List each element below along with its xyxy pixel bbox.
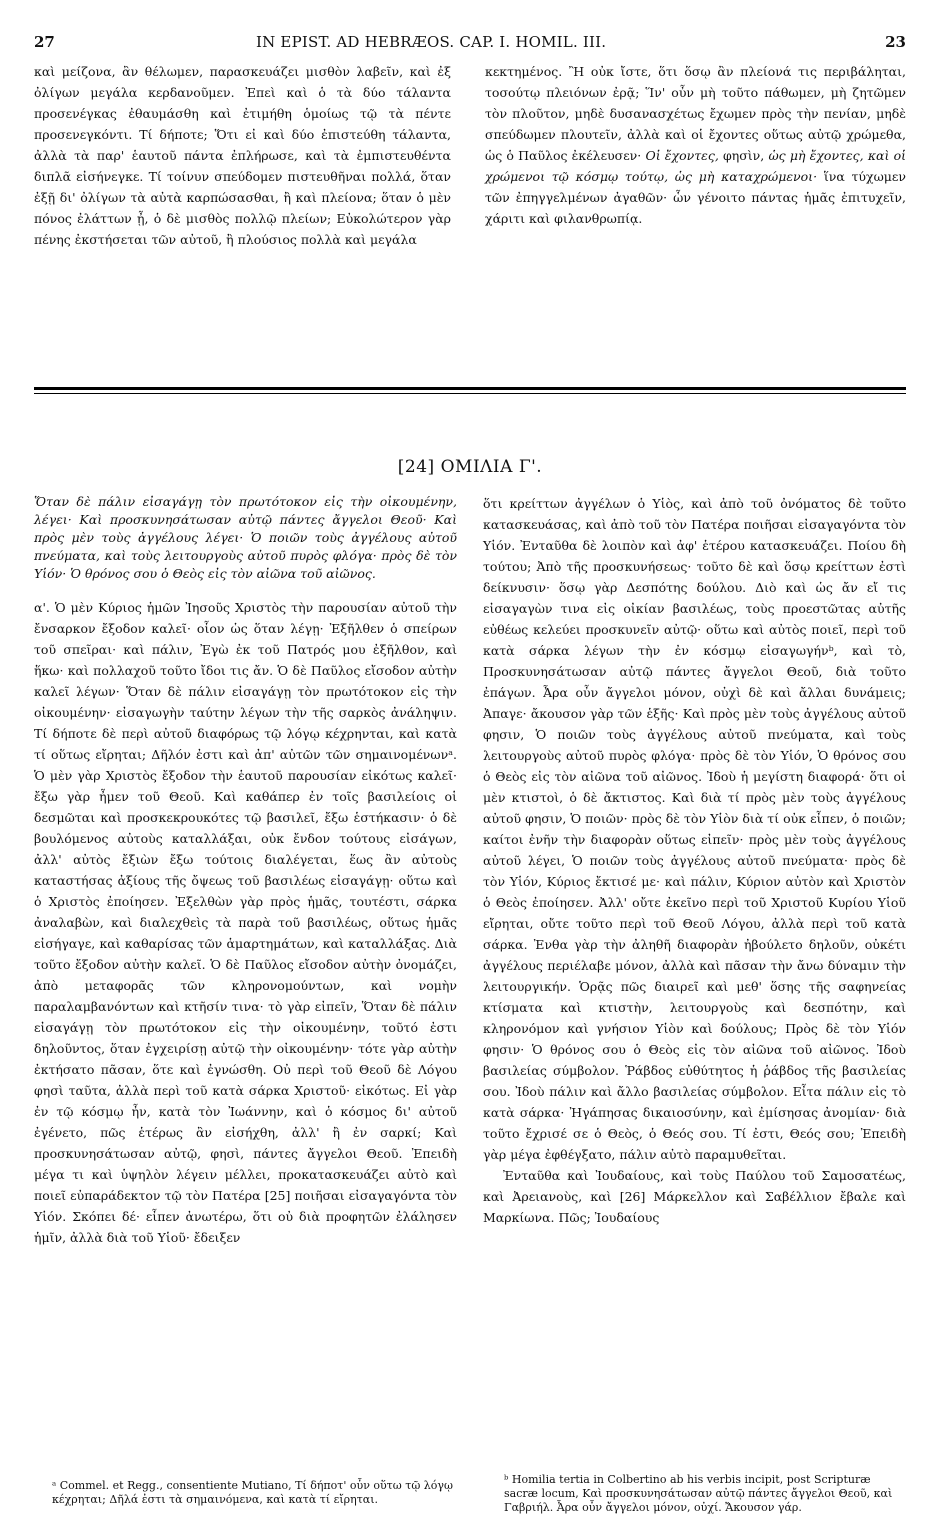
footnote-a	[52, 1479, 457, 1507]
body-right-column	[483, 493, 906, 1228]
page-number-right: 23	[885, 33, 906, 51]
body-right-paragraph-2: Ἐνταῦθα καὶ Ἰουδαίους, καὶ τοὺς Παύλου τοῦ Σαμοσατέως, καὶ Ἀρειανοὺς, καὶ [26] Μάρκελλον καὶ Σαβέλλιον ἔβαλε καὶ Μαρκίωνα. Πῶς; Ἰουδαίους	[483, 1168, 906, 1225]
top-right-column	[485, 61, 906, 229]
top-right-text: κεκτημένος. Ἢ οὐκ ἴστε, ὅτι ὅσῳ ἂν πλείονά τις περιβάληται, τοσούτῳ πλειόνων ἐρᾷ; Ἵν' οὖν μὴ τοῦτο πάθωμεν, μὴ ζητῶμεν τὸν πλοῦτον, μηδὲ δυσανασχέτως ἔχωμεν πρὸς τὴν πενίαν, μηδὲ σπεύδωμεν πλουτεῖν, ἀλλὰ καὶ οἱ ἔχοντες οὕτως αὐτῷ χρώμεθα, ὡς ὁ Παῦλος ἐκέλευσεν·	[485, 64, 906, 163]
book-page	[34, 33, 906, 1523]
top-right-end: ἵνα τύχωμεν τῶν ἐπηγγελμένων ἀγαθῶν· ὧν γένοιτο πάντας ἡμᾶς ἐπιτυχεῖν, χάριτι καὶ φιλανθρωπίᾳ.	[485, 169, 906, 226]
top-left-column	[34, 61, 451, 250]
top-right-quote: Οἱ ἔχοντες,	[645, 148, 719, 163]
top-right-paragraph	[485, 61, 906, 229]
footnote-b-text: ᵇ Homilia tertia in Colbertino ab his verbis incipit, post Scripturæ sacræ locum, Καὶ προσκυνησάτωσαν αὐτῷ πάντες ἄγγελοι Θεοῦ, καὶ Γαβριήλ. Ἆρα οὖν ἄγγελοι μόνον, οὐχί. Ἄκουσον γάρ.	[504, 1473, 893, 1514]
footnote-a-text: ᵃ Commel. et Regg., consentiente Mutiano, Τί δήποτ' οὖν οὕτω τῷ λόγῳ κέχρηται; Δῆλά ἐστι τὰ σημαινόμενα, καὶ κατὰ τί εἴρηται.	[52, 1479, 453, 1506]
homily-title: [24] ΟΜΙΛΙΑ Γ'.	[397, 457, 543, 477]
section-rule	[34, 387, 906, 390]
body-left-text: α'. Ὁ μὲν Κύριος ἡμῶν Ἰησοῦς Χριστὸς τὴν παρουσίαν αὐτοῦ τὴν ἔνσαρκον ἔξοδον καλεῖ· οἷον ὡς ὅταν λέγῃ· Ἐξῆλθεν ὁ σπείρων τοῦ σπεῖραι· καὶ πάλιν, Ἐγὼ ἐκ τοῦ Πατρός μου ἐξῆλθον, καὶ ἥκω· καὶ πολλαχοῦ τοῦτο ἴδοι τις ἄν. Ὁ δὲ Παῦλος εἴσοδον αὐτὴν καλεῖ λέγων· Ὅταν δὲ πάλιν εἰσαγάγῃ τὸν πρωτότοκον εἰς τὴν οἰκουμένην· εἰσαγωγὴν ταύτην λέγων τὴν τῆς σαρκὸς ἀνάληψιν. Τί δήποτε δὲ περὶ αὐτοῦ διαφόρως τῷ λόγῳ κέχρηνται, καὶ κατὰ τί οὕτως εἴρηται; Δῆλόν ἐστι καὶ ἀπ' αὐτῶν τῶν σημαινομένωνᵃ. Ὁ μὲν γὰρ Χριστὸς ἔξοδον τὴν ἑαυτοῦ παρουσίαν εἰκότως καλεῖ· ἔξω γὰρ ἦμεν τοῦ Θεοῦ. Καὶ καθάπερ ἐν τοῖς βασιλείοις οἱ δεσμῶται καὶ προσκεκρουκότες τῷ βασιλεῖ, ἔξω ἑστήκασιν· ὁ δὲ βουλόμενος αὐτοὺς καταλλάξαι, οὐκ ἔνδον τούτους εἰσάγων, ἀλλ' αὐτὸς ἔξιὼν ἔξω τούτοις διαλέγεται, ἕως ἂν αὐτοὺς καταστήσας ἀξίους τῆς ὄψεως τοῦ βασιλέως εἰσαγάγῃ· οὕτω καὶ ὁ Χριστὸς ἐποίησεν. Ἐξελθὼν γὰρ πρὸς ἡμᾶς, τουτέστι, σάρκα ἀναλαβὼν, καὶ διαλεχθεὶς τὰ παρὰ τοῦ βασιλέως, οὕτως ἡμᾶς εἰσήγαγε, καὶ καθαρίσας τῶν ἁμαρτημάτων, καὶ καταλλάξας. Διὰ τοῦτο ἔξοδον αὐτὴν καλεῖ. Ὁ δὲ Παῦλος εἴσοδον αὐτὴν ὀνομάζει, ἀπὸ μεταφορᾶς τῶν κληρονομούντων, καὶ νομὴν παραλαμβανόντων καὶ κτῆσίν τινα· τὸ γὰρ εἰπεῖν, Ὅταν δὲ πάλιν εἰσαγάγῃ τὸν πρωτότοκον εἰς τὴν οἰκουμένην, τοῦτό ἐστι δηλοῦντος, ὅταν ἐγχειρίσῃ αὐτῷ τὴν οἰκουμένην· τότε γὰρ αὐτὴν ἐκτήσατο πᾶσαν, ὅτε καὶ ἐγνώσθη. Οὐ περὶ τοῦ Θεοῦ δὲ Λόγου φησὶ ταῦτα, ἀλλὰ περὶ τοῦ κατὰ σάρκα Χριστοῦ· εἰκότως. Εἰ γὰρ ἐν τῷ κόσμῳ ἦν, κατὰ τὸν Ἰωάννην, καὶ ὁ κόσμος δι' αὐτοῦ ἐγένετο, πῶς ἑτέρως ἂν εἰσήχθη, ἀλλ' ἢ ἐν σαρκί; Καὶ προσκυνησάτωσαν αὐτῷ, φησὶ, πάντες ἄγγελοι Θεοῦ. Ἐπειδὴ μέγα τι καὶ ὑψηλὸν λέγειν μέλλει, προκατασκευάζει αὐτὸ καὶ ποιεῖ εὐπαράδεκτον τῷ τὸν Πατέρα [25] ποιῆσαι εἰσαγαγόντα τὸν Υἱόν. Σκόπει δέ· εἶπεν ἀνωτέρω, ὅτι οὐ διὰ προφητῶν ἐλάλησεν ἡμῖν, ἀλλὰ διὰ τοῦ Υἱοῦ· ἔδειξεν	[34, 600, 457, 1245]
running-title: IN EPIST. AD HEBRÆOS. CAP. I. HOMIL. III.	[256, 33, 607, 51]
top-right-quote2: ὡς μὴ ἔχοντες, καὶ οἱ χρώμενοι τῷ κόσμῳ τούτῳ, ὡς μὴ καταχρώμενοι·	[485, 148, 906, 184]
top-right-mid: φησὶν,	[718, 148, 769, 163]
section-rule-thin	[34, 393, 906, 394]
scripture-lemma: Ὅταν δὲ πάλιν εἰσαγάγῃ τὸν πρωτότοκον εἰς τὴν οἰκουμένην, λέγει· Καὶ προσκυνησάτωσαν αὐτῷ πάντες ἄγγελοι Θεοῦ· Καὶ πρὸς μὲν τοὺς ἀγγέλους λέγει· Ὁ ποιῶν τοὺς ἀγγέλους αὐτοῦ πνεύματα, καὶ τοὺς λειτουργοὺς αὐτοῦ πυρὸς φλόγα· πρὸς δὲ τὸν Υἱόν· Ὁ θρόνος σου ὁ Θεὸς εἰς τὸν αἰῶνα τοῦ αἰῶνος.	[34, 494, 457, 581]
top-left-text: καὶ μείζονα, ἂν θέλωμεν, παρασκευάζει μισθὸν λαβεῖν, καὶ ἐξ ὀλίγων μεγάλα κερδανοῦμεν. Ἐπεὶ καὶ ὁ τὰ δύο τάλαντα προσενέγκας ἐθαυμάσθη καὶ ἐτιμήθη ὁμοίως τῷ τὰ πέντε προσενεγκόντι. Τί δήποτε; Ὅτι εἰ καὶ δύο ἐπιστεύθη τάλαντα, ἀλλὰ τὰ παρ' ἑαυτοῦ πάντα ἐπλήρωσε, καὶ τὰ ἐμπιστευθέντα διπλᾶ εἰσήνεγκε. Τί τοίνυν σπεύδομεν πιστευθῆναι πολλά, ὅταν ἐξῇ δι' ὀλίγων τὰ αὐτὰ καρπώσασθαι, ἢ καὶ πλείονα; ὅταν ὁ μὲν πόνος ἐλάττων ᾖ, ὁ δὲ μισθὸς πολλῷ πλείων; Εὐκολώτερον γὰρ πένης ἐκστήσεται τῶν αὐτοῦ, ἢ πλούσιος πολλὰ καὶ μεγάλα	[34, 64, 451, 247]
page-number-left: 27	[34, 33, 55, 51]
running-header	[34, 33, 906, 55]
body-left-column	[34, 493, 457, 1248]
body-right-text: ὅτι κρείττων ἀγγέλων ὁ Υἱὸς, καὶ ἀπὸ τοῦ ὀνόματος δὲ τοῦτο κατασκευάσας, καὶ ἀπὸ τοῦ τὸν Πατέρα ποιῆσαι εἰσαγαγόντα τὸν Υἱόν. Ἐνταῦθα δὲ λοιπὸν καὶ ἀφ' ἑτέρου κατασκευάζει. Ποίου δὴ τούτου; Ἀπὸ τῆς προσκυνήσεως· τοῦτο δὲ καὶ ὅσῳ κρείττων ἐστὶ δείκνυσιν· ὅσῳ γὰρ Δεσπότης δούλου. Διὸ καὶ ὡς ἄν εἴ τις εἰσαγαγὼν τινα εἰς οἰκίαν βασιλέως, τοὺς προεστῶτας αὐτῆς εὐθέως κελεύει προσκυνεῖν αὐτῷ· οὕτω καὶ αὐτὸς ποιεῖ, περὶ τοῦ κατὰ σάρκα λέγων τὴν ἐν κόσμῳ εἰσαγωγήνᵇ, καὶ τὸ, Προσκυνησάτωσαν αὐτῷ πάντες ἄγγελοι Θεοῦ, διὰ τοῦτο ἐπάγων. Ἆρα οὖν ἄγγελοι μόνον, οὐχὶ δὲ καὶ ἄλλαι δυνάμεις; Ἀπαγε· ἄκουσον γὰρ τῶν ἑξῆς· Καὶ πρὸς μὲν τοὺς ἀγγέλους αὐτοῦ φησιν, Ὁ ποιῶν τοὺς ἀγγέλους αὐτοῦ πνεύματα, καὶ τοὺς λειτουργοὺς αὐτοῦ πυρὸς φλόγα· πρὸς δὲ τὸν Υἱόν, Ὁ θρόνος σου ὁ Θεὸς εἰς τὸν αἰῶνα τοῦ αἰῶνος. Ἰδοὺ ἡ μεγίστη διαφορά· ὅτι οἱ μὲν κτιστοὶ, ὁ δὲ ἄκτιστος. Καὶ διὰ τί πρὸς μὲν τοὺς ἀγγέλους αὐτοῦ φησιν, Ὁ ποιῶν· πρὸς δὲ τὸν Υἱὸν διὰ τί οὐκ εἶπεν, ὁ ποιῶν; καίτοι ἐνῆν τὴν διαφορὰν οὕτως εἰπεῖν· πρὸς μὲν τοὺς ἀγγέλους αὐτοῦ λέγει, Ὁ ποιῶν τοὺς ἀγγέλους αὐτοῦ πνεύματα· πρὸς δὲ τὸν Υἱόν, Κύριος ἔκτισέ με· καὶ πάλιν, Κύριον αὐτὸν καὶ Χριστὸν ὁ Θεὸς ἐποίησεν. Ἀλλ' οὔτε ἐκεῖνο περὶ τοῦ Χριστοῦ Κυρίου Υἱοῦ εἴρηται, οὔτε τοῦτο περὶ τοῦ Θεοῦ Λόγου, ἀλλὰ περὶ τοῦ κατὰ σάρκα. Ἐνθα γὰρ τὴν ἀληθῆ διαφορὰν ἠβούλετο δηλοῦν, οὐκέτι ἀγγέλους περιέλαβε μόνον, ἀλλὰ καὶ πᾶσαν τὴν ἄνω δύναμιν τὴν λειτουργικήν. Ὁρᾷς πῶς διαιρεῖ καὶ μεθ' ὅσης τῆς σαφηνείας κτίσματα καὶ κτιστὴν, λειτουργοὺς καὶ δεσπότην, καὶ κληρονόμον καὶ γνήσιον Υἱὸν καὶ δούλους; Πρὸς δὲ τὸν Υἱόν φησιν· Ὁ θρόνος σου ὁ Θεὸς εἰς τὸν αἰῶνα τοῦ αἰῶνος. Ἰδοὺ βασιλείας σύμβολον. Ῥάβδος εὐθύτητος ἡ ῥάβδος τῆς βασιλείας σου. Ἰδοὺ πάλιν καὶ ἄλλο βασιλείας σύμβολον. Εἶτα πάλιν εἰς τὸ κατὰ σάρκα· Ἠγάπησας δικαιοσύνην, καὶ ἐμίσησας ἀνομίαν· διὰ τοῦτο ἔχρισέ σε ὁ Θεὸς, ὁ Θεός σου. Τί ἐστι, Θεός σου; Ἐπειδὴ γὰρ μέγα ἐφθέγξατο, πάλιν αὐτὸ παραμυθεῖται.	[483, 496, 906, 1162]
footnote-b	[504, 1473, 906, 1515]
